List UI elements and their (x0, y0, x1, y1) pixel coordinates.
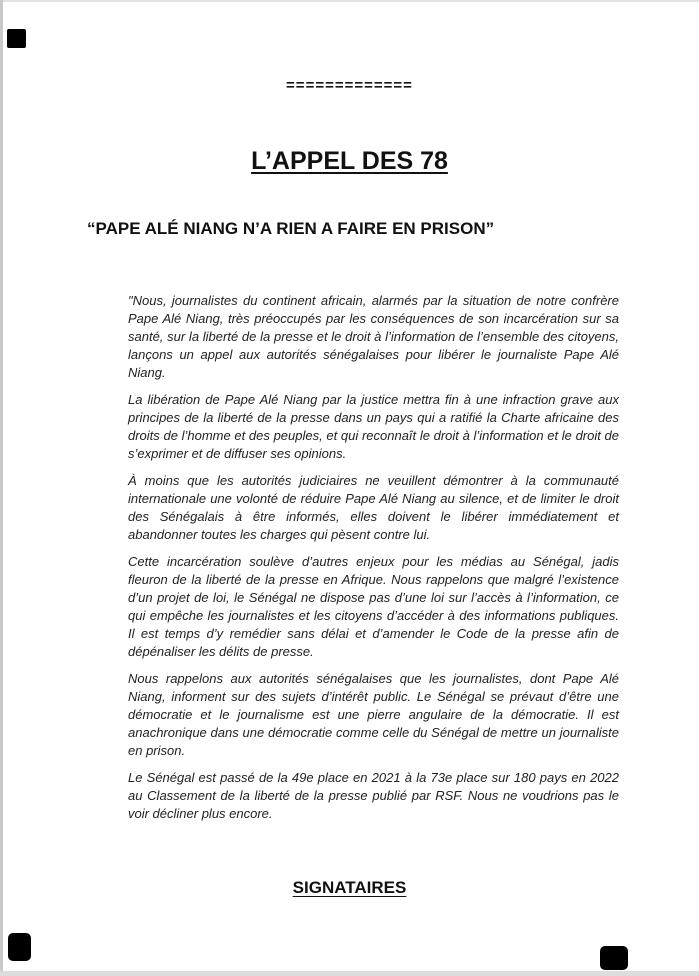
scan-mark-top-left (7, 29, 26, 48)
body-paragraph: "Nous, journalistes du continent africain, alarmés par la situation de notre confrère Pape Alé Niang, très préoccupés par les conséquences de son incarcération sur sa santé, sur la liberté de la presse et le droit à l’information de l’ensemble des citoyens, lançons un appel aux autorités sénégalaises pour libérer le journaliste Pape Alé Niang. (128, 293, 619, 380)
signatories-heading: SIGNATAIRES (292, 878, 407, 897)
body-paragraph: Cette incarcération soulève d’autres enjeux pour les médias au Sénégal, jadis fleuron de la liberté de la presse en Afrique. Nous rappelons que malgré l’existence d’un projet de loi, le Sénégal ne dispose pas d’une loi sur l’accès à l’information, ce qui empêche les journalistes et les citoyens d’accéder à des informations publiques. Il est temps d’y remédier sans délai et d’amender le Code de la presse afin de dépénaliser les délits de presse. (128, 554, 619, 659)
scan-edge-top (0, 0, 699, 2)
body-paragraph: Nous rappelons aux autorités sénégalaises que les journalistes, dont Pape Alé Niang, informent sur des sujets d’intérêt public. Le Sénégal se prévaut d’être une démocratie et le journalisme est une pierre angulaire de la démocratie. Il est anachronique dans une démocratie comme celle du Sénégal de mettre un journaliste en prison. (128, 671, 619, 758)
scan-mark-bottom-left (8, 933, 31, 961)
scan-edge-left (0, 0, 3, 976)
scan-edge-bottom (0, 971, 699, 976)
body-paragraph: À moins que les autorités judiciaires ne veuillent démontrer à la communauté internationale une volonté de réduire Pape Alé Niang au silence, et de limiter le droit des Sénégalais à être informés, elles doivent le libérer immédiatement et abandonner toutes les charges qui pèsent contre lui. (128, 473, 619, 542)
body-paragraph: La libération de Pape Alé Niang par la justice mettra fin à une infraction grave aux principes de la liberté de la presse dans un pays qui a ratifié la Charte africaine des droits de l’homme et des peuples, et qui reconnaît le droit à l’information et le droit de s’exprimer et de diffuser ses opinions. (128, 392, 619, 461)
document-body (0, 292, 699, 823)
page-subtitle: “PAPE ALÉ NIANG N’A RIEN A FAIRE EN PRISON” (87, 219, 495, 238)
page-title: L’APPEL DES 78 (251, 147, 448, 175)
scan-mark-bottom-right (600, 946, 628, 970)
body-paragraph: Le Sénégal est passé de la 49e place en 2021 à la 73e place sur 180 pays en 2022 au Classement de la liberté de la presse publié par RSF. Nous ne voudrions pas le voir décliner plus encore. (128, 770, 619, 821)
separator-line: ============= (286, 77, 413, 94)
